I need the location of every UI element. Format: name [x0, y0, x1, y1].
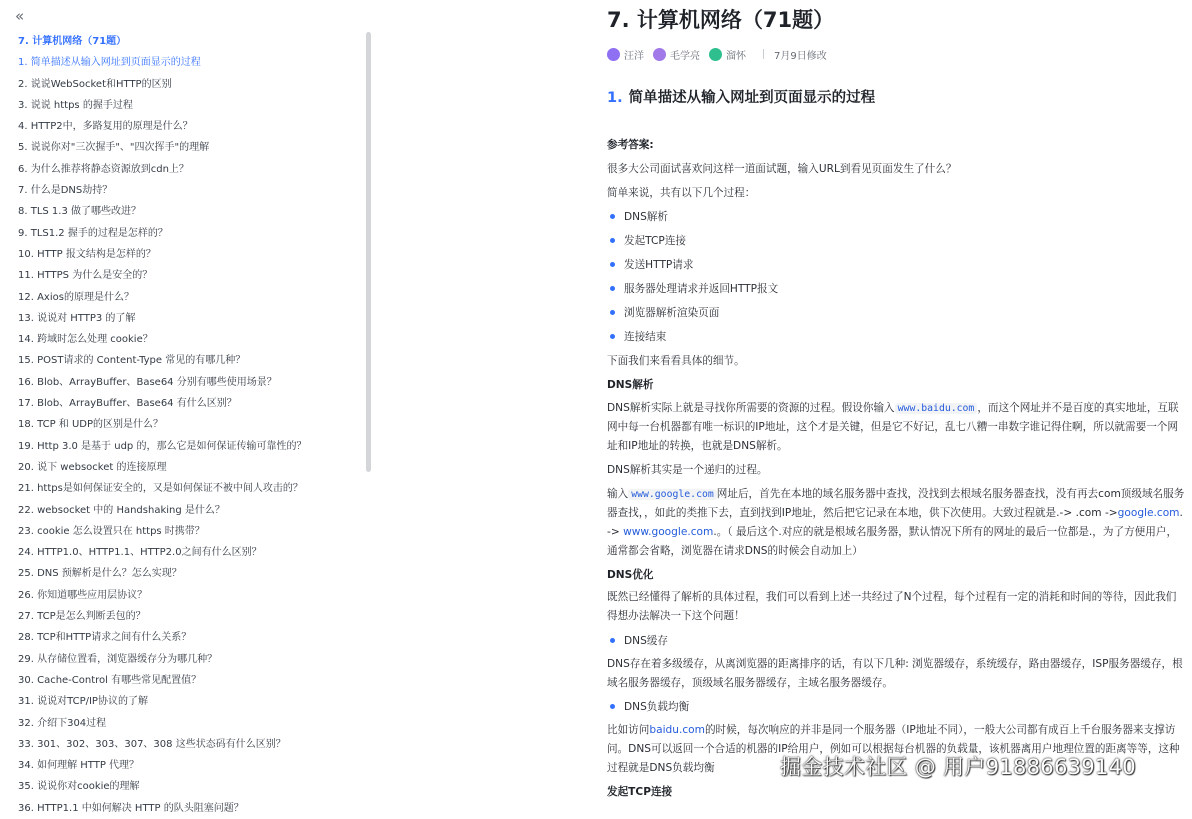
toc-item[interactable]: 2. 说说WebSocket和HTTP的区别 — [18, 78, 172, 90]
author-name: 汪洋 — [624, 50, 644, 62]
bullet-dot-icon — [610, 238, 615, 243]
baidu-link[interactable]: baidu.com — [649, 724, 705, 736]
page-title: 7. 计算机网络（71题） — [607, 8, 835, 32]
toc-item[interactable]: 36. HTTP1.1 中如何解决 HTTP 的队头阻塞问题？ — [18, 802, 244, 814]
intro-text: 很多大公司面试喜欢问这样一道面试题，输入URL到看见页面发生了什么？ — [607, 163, 957, 175]
toc-item[interactable]: 30. Cache-Control 有哪些常见配置值？ — [18, 674, 202, 686]
toc-item[interactable]: 16. Blob、ArrayBuffer、Base64 分别有哪些使用场景？ — [18, 376, 277, 388]
step-bullet: DNS解析 — [610, 209, 668, 224]
section-number: 1. — [607, 90, 623, 106]
doc-meta — [607, 45, 827, 63]
toc-item[interactable]: 20. 说下 websocket 的连接原理 — [18, 461, 167, 473]
google-link[interactable]: google.com — [1117, 507, 1180, 519]
toc-item[interactable]: 22. websocket 中的 Handshaking 是什么？ — [18, 504, 225, 516]
toc-item[interactable]: 28. TCP和HTTP请求之间有什么关系？ — [18, 632, 192, 644]
toc-item[interactable]: 11. HTTPS 为什么是安全的？ — [18, 270, 153, 282]
toc-item[interactable]: 7. 什么是DNS劫持？ — [18, 185, 113, 197]
toc-item[interactable]: 9. TLS1.2 握手的过程是怎样的？ — [18, 227, 168, 239]
bullet-dot-icon — [610, 638, 615, 643]
step-bullet: 发送HTTP请求 — [610, 257, 694, 272]
step-bullet: 服务器处理请求并返回HTTP报文 — [610, 281, 778, 296]
step-bullet: 浏览器解析渲染页面 — [610, 305, 719, 320]
dns-optimize-heading: DNS优化 — [607, 569, 654, 581]
bullet-dot-icon — [610, 334, 615, 339]
bullet-dot-icon — [610, 214, 615, 219]
step-bullet: 发起TCP连接 — [610, 233, 686, 248]
inline-code: www.baidu.com — [895, 403, 978, 414]
meta-divider — [763, 49, 764, 59]
dns-optimize-paragraph: 既然已经懂得了解析的具体过程，我们可以看到上述一共经过了N个过程，每个过程有一定的消耗和时间的等待，因此我们得想办法解决一下这个问题！ — [607, 591, 1177, 622]
collapse-sidebar-icon[interactable]: « — [15, 7, 25, 25]
toc-item[interactable]: 13. 说说对 HTTP3 的了解 — [18, 312, 136, 324]
section-title-text: 简单描述从输入网址到页面显示的过程 — [628, 90, 876, 106]
cache-bullet: DNS缓存 — [610, 633, 668, 648]
bullet-dot-icon — [610, 262, 615, 267]
toc-item[interactable]: 1. 简单描述从输入网址到页面显示的过程 — [18, 57, 201, 69]
toc-heading[interactable]: 7. 计算机网络（71题） — [18, 36, 127, 47]
bullet-dot-icon — [610, 704, 615, 709]
toc-item[interactable]: 29. 从存储位置看，浏览器缓存分为哪几种？ — [18, 653, 218, 665]
bullet-dot-icon — [610, 310, 615, 315]
toc-item[interactable]: 25. DNS 预解析是什么？怎么实现？ — [18, 568, 182, 580]
author-name: 溜怀 — [726, 50, 746, 62]
author-chip[interactable] — [709, 47, 746, 62]
www-google-link[interactable]: www.google.com — [623, 526, 714, 538]
author-name: 毛学亮 — [670, 50, 700, 62]
load-balance-paragraph: 比如访问baidu.com的时候，每次响应的并非是同一个服务器（IP地址不同），一般大公司都有成百上千台服务器来支撑访问。DNS可以返回一个合适的机器的IP给用户，例如可以根据每台机器的负载量，该机器离用户地理位置的距离等等，这种过程就是DNS负载均衡 — [607, 724, 1180, 774]
ref-answer-label: 参考答案: — [607, 139, 654, 151]
tcp-heading: 发起TCP连接 — [607, 786, 673, 798]
toc-item[interactable]: 8. TLS 1.3 做了哪些改进？ — [18, 206, 142, 218]
author-chip[interactable] — [653, 47, 700, 62]
toc-item[interactable]: 19. Http 3.0 是基于 udp 的，那么它是如何保证传输可靠性的？ — [18, 440, 307, 452]
toc-item[interactable]: 33. 301、302、303、307、308 这些状态码有什么区别？ — [18, 738, 286, 750]
toc-item[interactable]: 31. 说说对TCP/IP协议的了解 — [18, 696, 148, 708]
step-bullet: 连接结束 — [610, 329, 666, 344]
section-heading — [607, 86, 875, 107]
author-chip[interactable] — [607, 47, 644, 62]
inline-code: www.google.com — [628, 489, 717, 500]
toc-item[interactable]: 15. POST请求的 Content-Type 常见的有哪几种？ — [18, 355, 246, 367]
dns-heading: DNS解析 — [607, 379, 654, 391]
avatar — [607, 48, 620, 61]
toc-item[interactable]: 34. 如何理解 HTTP 代理？ — [18, 760, 140, 772]
toc-item[interactable]: 5. 说说你对"三次握手"、"四次挥手"的理解 — [18, 142, 210, 154]
toc-item[interactable]: 35. 说说你对cookie的理解 — [18, 781, 140, 793]
detail-intro: 下面我们来看看具体的细节。 — [607, 355, 745, 367]
toc-item[interactable]: 12. Axios的原理是什么？ — [18, 291, 134, 303]
toc-item[interactable]: 6. 为什么推荐将静态资源放到cdn上？ — [18, 163, 189, 175]
load-balance-bullet: DNS负载均衡 — [610, 699, 689, 714]
bullet-dot-icon — [610, 286, 615, 291]
avatar — [709, 48, 722, 61]
toc-item[interactable]: 27. TCP是怎么判断丢包的？ — [18, 611, 146, 623]
toc-item[interactable]: 3. 说说 https 的握手过程 — [18, 99, 133, 111]
dns-recursive-text: DNS解析其实是一个递归的过程。 — [607, 464, 768, 476]
toc-item[interactable]: 14. 跨域时怎么处理 cookie？ — [18, 334, 153, 346]
toc-item[interactable]: 26. 你知道哪些应用层协议？ — [18, 589, 148, 601]
toc-item[interactable]: 21. https是如何保证安全的，又是如何保证不被中间人攻击的？ — [18, 483, 303, 495]
toc-item[interactable]: 24. HTTP1.0、HTTP1.1、HTTP2.0之间有什么区别？ — [18, 547, 262, 559]
modified-time[interactable]: 7月9日修改 — [774, 50, 827, 62]
watermark: 掘金技术社区 @ 用户91886639140 — [780, 755, 1136, 779]
dns-cache-paragraph: DNS存在着多级缓存，从离浏览器的距离排序的话，有以下几种: 浏览器缓存，系统缓存，路由器缓存，ISP服务器缓存，根域名服务器缓存，顶级域名服务器缓存，主域名服务器缓存。 — [607, 658, 1183, 689]
dns-paragraph: DNS解析实际上就是寻找你所需要的资源的过程。假设你输入 www.baidu.com ，而这个网址并不是百度的真实地址，互联网中每一台机器都有唯一标识的IP地址，这个才是关键，但是它不好记，乱七八糟一串数字谁记得住啊，所以就需要一个网址和IP地址的转换，也就是DNS解析。 — [607, 402, 1179, 452]
toc-item[interactable]: 32. 介绍下304过程 — [18, 717, 107, 729]
avatar — [653, 48, 666, 61]
toc-item[interactable]: 17. Blob、ArrayBuffer、Base64 有什么区别？ — [18, 398, 237, 410]
toc-item[interactable]: 4. HTTP2中，多路复用的原理是什么？ — [18, 121, 193, 133]
toc-item[interactable]: 18. TCP 和 UDP的区别是什么？ — [18, 419, 164, 431]
toc-item[interactable]: 23. cookie 怎么设置只在 https 时携带？ — [18, 525, 205, 537]
dns-process-paragraph: 输入 www.google.com 网址后，首先在本地的域名服务器中查找，没找到去根域名服务器查找，没有再去com顶级域名服务器查找，，如此的类推下去，直到找到IP地址，然后把它记录在本地，供下次使用。大致过程就是.-> .com ->google.com. -> www.google.com.。（ 最后这个.对应的就是根域名服务器，默认情况下所有的网址的最后一位都是.，为了方便用户，通常都会省略，浏览器在请求DNS的时候会自动加上） — [607, 488, 1185, 557]
toc-item[interactable]: 10. HTTP 报文结构是怎样的？ — [18, 248, 156, 260]
intro-text: 简单来说，共有以下几个过程： — [607, 187, 756, 199]
